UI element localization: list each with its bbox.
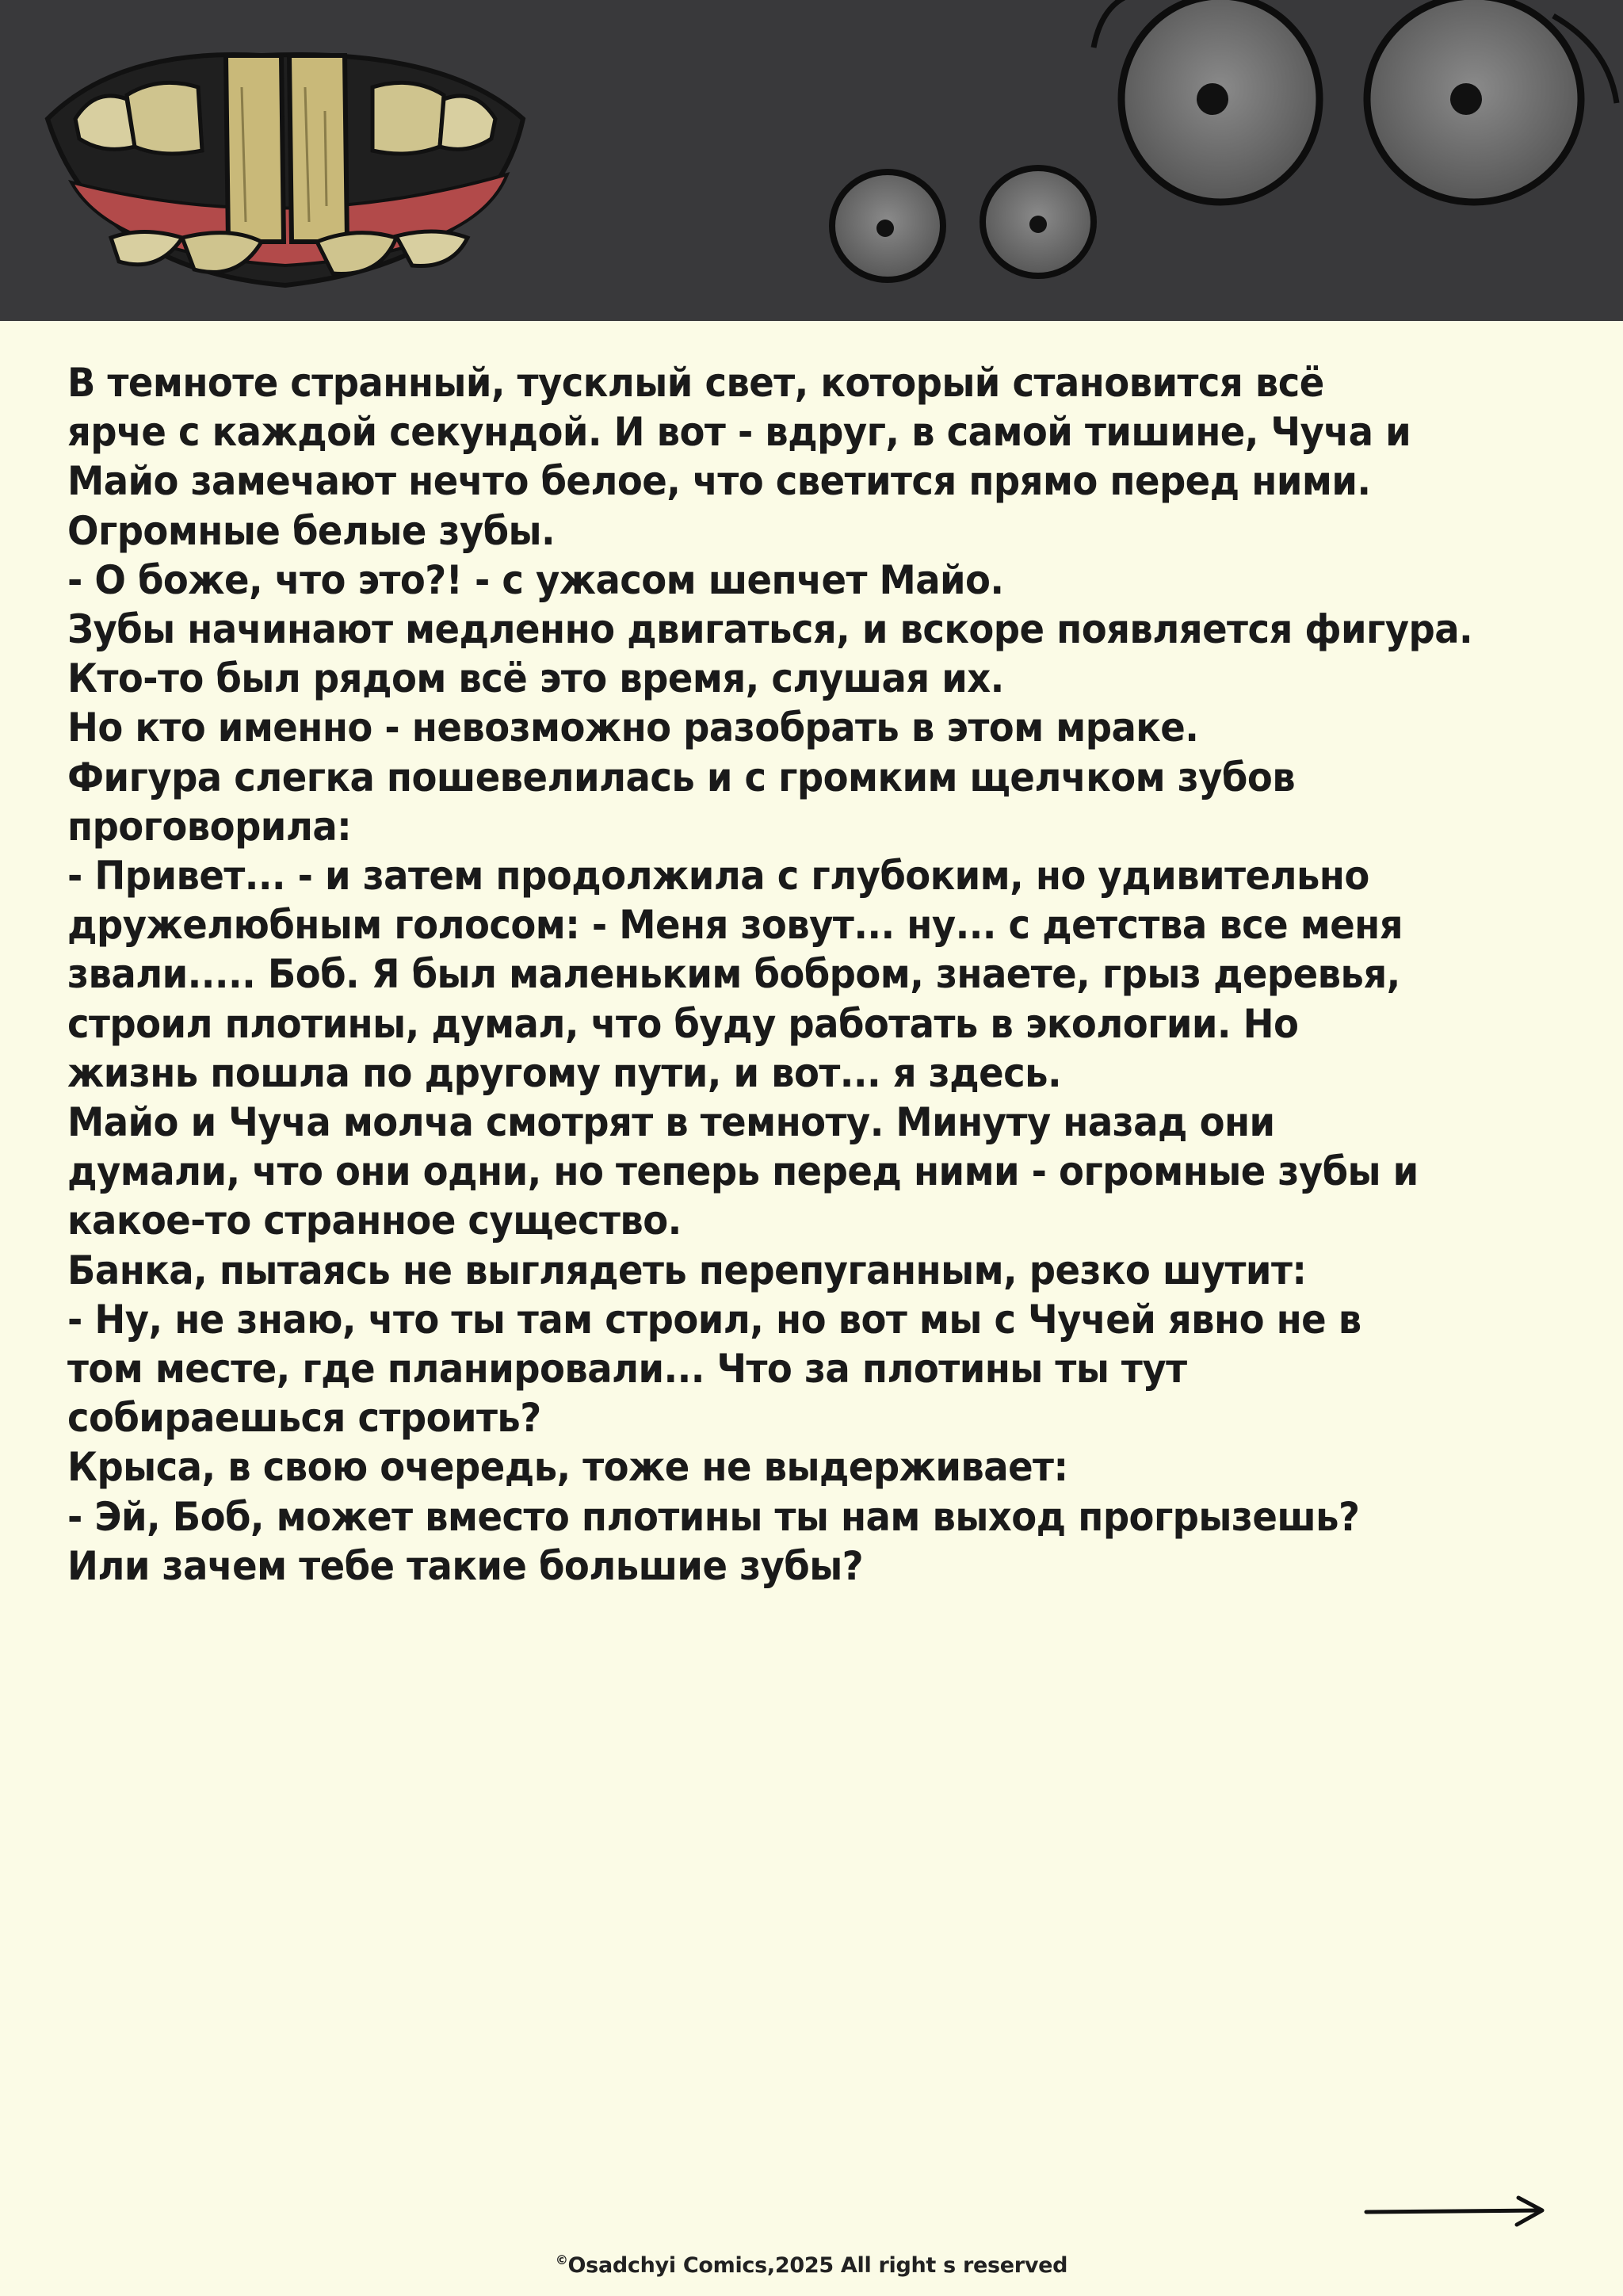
story-line: Майо замечают нечто белое, что светится прямо перед ними. <box>67 458 1371 505</box>
story-line: проговорила: <box>67 803 352 850</box>
story-line: Банка, пытаясь не выглядеть перепуганным, резко шутит: <box>67 1247 1307 1293</box>
story-line: строил плотины, думал, что буду работать в экологии. Но <box>67 1000 1299 1047</box>
story-line: Крыса, в свою очередь, тоже не выдерживает: <box>67 1444 1068 1491</box>
story-line: дружелюбным голосом: - Меня зовут... ну... с детства все меня <box>67 902 1403 949</box>
comic-banner <box>0 0 1623 321</box>
banner-illustration <box>0 0 1623 321</box>
right-arrow-icon[interactable] <box>1363 2191 1549 2231</box>
story-line: какое-то странное существо. <box>67 1198 682 1244</box>
story-line: - О боже, что это?! - с ужасом шепчет Майо. <box>67 556 1004 603</box>
story-line: Майо и Чуча молча смотрят в темноту. Минуту назад они <box>67 1099 1275 1146</box>
story-line: Кто-то был рядом всё это время, слушая их. <box>67 655 1004 702</box>
story-text <box>67 358 1473 1591</box>
story-line: звали..... Боб. Я был маленьким бобром, знаете, грыз деревья, <box>67 951 1400 998</box>
story-line: - Эй, Боб, может вместо плотины ты нам выход прогрызешь? <box>67 1493 1360 1540</box>
story-line: собираешься строить? <box>67 1395 541 1442</box>
story-line: Но кто именно - невозможно разобрать в этом мраке. <box>67 705 1199 751</box>
story-line: - Привет... - и затем продолжила с глубоким, но удивительно <box>67 853 1369 900</box>
story-line: том месте, где планировали... Что за плотины ты тут <box>67 1346 1187 1392</box>
story-line: жизнь пошла по другому пути, и вот... я здесь. <box>67 1049 1062 1096</box>
copyright-footer <box>0 2252 1623 2278</box>
story-line: ярче с каждой секундой. И вот - вдруг, в самой тишине, Чуча и <box>67 409 1411 456</box>
copyright-symbol: © <box>555 2252 568 2267</box>
story-line: - Ну, не знаю, что ты там строил, но вот мы с Чучей явно не в <box>67 1296 1361 1343</box>
story-line: думали, что они одни, но теперь перед ними - огромные зубы и <box>67 1148 1419 1195</box>
copyright-text: Osadchyi Comics,2025 All right s reserved <box>567 2253 1068 2278</box>
story-line: Фигура слегка пошевелилась и с громким щелчком зубов <box>67 754 1296 800</box>
story-line: Зубы начинают медленно двигаться, и вскоре появляется фигура. <box>67 606 1473 653</box>
story-line: В темноте странный, тусклый свет, который становится всё <box>67 360 1324 406</box>
mouth-illustration <box>48 55 523 285</box>
story-line: Огромные белые зубы. <box>67 507 556 554</box>
story-line: Или зачем тебе такие большие зубы? <box>67 1542 864 1589</box>
